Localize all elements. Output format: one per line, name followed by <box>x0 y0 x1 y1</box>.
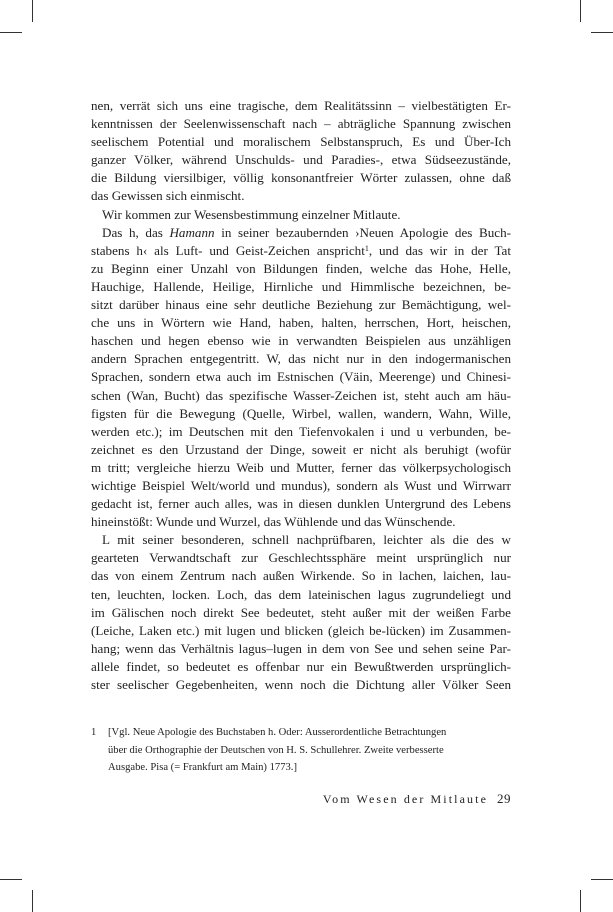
text-line: m tritt; vergleiche hierzu Weib und Mutter, ferner das völkerpsychologisch <box>91 459 511 475</box>
footnote-line: [Vgl. Neue Apologie des Buchstaben h. Oder: Ausserordentliche Betrachtungen <box>108 727 447 738</box>
footnote-reference: 1 <box>364 243 369 253</box>
crop-mark <box>591 32 613 33</box>
text-line: das von einem Zentrum nach außen Wirkende. So in lachen, laichen, lau- <box>91 568 511 584</box>
text-line: figsten für die Bewegung (Quelle, Wirbel, wallen, wandern, Wahn, Wille, <box>91 405 511 421</box>
text-run: stabens h‹ als Luft- und Geist-Zeichen anspricht <box>91 242 365 258</box>
text-run: Das h, das <box>102 224 170 240</box>
text-line: hineinstößt: Wunde und Wurzel, das Wühlende und das Wünschende. <box>91 514 456 530</box>
text-line: allele findet, so bedeutet es offenbar nur ein Bewußtwerden ursprünglich- <box>91 658 511 674</box>
footnote-text <box>108 724 511 777</box>
text-line: sitzt darüber hinaus eine sehr deutliche Beziehung zur Bemächtigung, wel- <box>91 297 511 313</box>
text-line: die Bildung viersilbiger, völlig konsonantfreier Wörter zulassen, ohne daß <box>91 170 511 186</box>
crop-mark <box>591 879 613 880</box>
crop-mark <box>32 0 33 22</box>
running-title: Vom Wesen der Mitlaute <box>322 792 488 806</box>
crop-mark <box>580 0 581 22</box>
text-line <box>91 224 511 242</box>
text-run: in seiner bezaubernden ›Neuen Apologie des Buch- <box>214 224 511 240</box>
text-line: werden etc.); im Deutschen mit den Tiefenvokalen i und u verbunden, be- <box>91 423 511 439</box>
text-line: ster seelischer Gegebenheiten, wenn noch die Dichtung aller Völker Seen <box>91 677 511 692</box>
text-line: L mit seiner besonderen, schnell nachprüfbaren, leichter als die des w <box>102 532 511 548</box>
page-number: 29 <box>497 791 511 806</box>
text-line: das Gewissen sich einmischt. <box>91 188 245 204</box>
text-run: , und das wir in der Tat <box>368 242 511 258</box>
footnote-line: über die Orthographie der Deutschen von H. S. Schullehrer. Zweite verbesserte <box>108 744 444 756</box>
text-line: schen (Wan, Bucht) das spezifische Wasser-Zeichen ist, steht auch am häu- <box>91 387 511 403</box>
text-line: che uns in Wörtern wie Hand, haben, halten, herrschen, Hort, heischen, <box>91 315 511 331</box>
text-line: zeichnet es den Urzustand der Dinge, soweit er nicht als beruhigt (wofür <box>91 441 511 457</box>
text-line: Hauchige, Hallende, Heilige, Hirnliche und Himmlische bezeichnen, be- <box>91 278 511 294</box>
text-line: andern Sprachen entgegentritt. W, das nicht nur in den indogermanischen <box>91 351 511 367</box>
footnote <box>91 724 511 777</box>
text-line <box>91 242 511 260</box>
text-line: gedacht ist, ferner auch alles, was in diesen dunklen Untergrund des Lebens <box>91 496 511 512</box>
body-text <box>91 97 511 694</box>
text-line: ten, leuchten, locken. Loch, das dem lateinischen lagus zugrundeliegt und <box>91 586 511 602</box>
text-line: (Leiche, Laken etc.) mit lugen und blicken (gleich be-lücken) im Zusammen- <box>91 622 511 638</box>
text-line: zu Beginn einer Unzahl von Bildungen finden, welche das Hohe, Helle, <box>91 260 511 276</box>
running-footer <box>91 791 511 807</box>
crop-mark <box>32 890 33 912</box>
text-line: wichtige Beispiel Welt/world und mundus), sondern als Wust und Wirrwarr <box>91 477 511 493</box>
text-line: haschen und hegen ebenso wie in verwandten Beispielen aus unzähligen <box>91 333 511 349</box>
crop-mark <box>0 32 22 33</box>
text-line: im Gälischen noch direkt See bedeutet, steht außer mit der weißen Farbe <box>91 604 511 620</box>
text-line: seelischem Potential und moralischem Selbstanspruch, Es und Über-Ich <box>91 134 511 150</box>
text-line: Wir kommen zur Wesensbestimmung einzelner Mitlaute. <box>102 206 401 222</box>
italic-name: Hamann <box>169 224 215 240</box>
text-line: hang; wenn das Verhältnis lagus–lugen in dem von See und sehen seine Par- <box>91 640 511 656</box>
footnote-line: Ausgabe. Pisa (= Frankfurt am Main) 1773.] <box>108 762 297 773</box>
text-line: gearteten Verwandtschaft zur Geschlechtssphäre meint ursprünglich nur <box>91 550 511 566</box>
text-line: ganzer Völker, während Unschulds- und Paradies-, etwa Südseezustände, <box>91 152 511 168</box>
text-line: kenntnissen der Seelenwissenschaft nach – abträgliche Spannung zwischen <box>91 116 511 132</box>
text-line: Sprachen, sondern etwa auch im Estnischen (Väin, Meerenge) und Chinesi- <box>91 369 511 385</box>
text-line: nen, verrät sich uns eine tragische, dem Realitätssinn – vielbestätigten Er- <box>91 98 511 113</box>
crop-mark <box>580 890 581 912</box>
footnote-number: 1 <box>91 727 97 738</box>
crop-mark <box>0 879 22 880</box>
